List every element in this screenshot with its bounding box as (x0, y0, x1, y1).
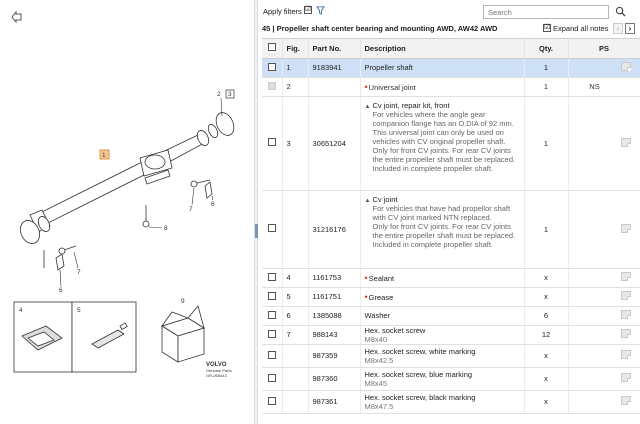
parts-table-body (262, 58, 640, 413)
search-input[interactable] (483, 5, 609, 19)
row-checkbox[interactable] (268, 292, 276, 300)
qty-cell: 6 (524, 306, 568, 325)
table-row[interactable] (262, 268, 640, 287)
ps-cell (568, 306, 640, 325)
description-cell (360, 306, 524, 325)
description-text: Hex. socket screw, white marking (364, 346, 476, 356)
description-cell (360, 77, 524, 96)
description-cell (360, 325, 524, 344)
collapse-note-icon[interactable]: ▲ (364, 197, 371, 204)
group-title: 45 | Propeller shaft center bearing and mounting AWD, AW42 AWD (262, 24, 498, 33)
bullet-icon: • (364, 272, 368, 283)
row-checkbox[interactable] (268, 63, 276, 71)
search-icon[interactable] (615, 6, 626, 17)
ps-cell (568, 190, 640, 268)
qty-cell: x (524, 367, 568, 390)
part-no-cell: 988143 (308, 325, 360, 344)
parts-table (262, 39, 640, 414)
fig-cell: 3 (282, 96, 308, 190)
parts-table-container (262, 38, 640, 424)
ps-cell (568, 96, 640, 190)
row-select-cell[interactable] (262, 287, 282, 306)
callout-8[interactable]: 8 (164, 225, 168, 232)
row-checkbox[interactable] (268, 311, 276, 319)
row-checkbox[interactable] (268, 273, 276, 281)
fig-cell: 6 (282, 306, 308, 325)
diagram-pane (0, 0, 254, 424)
ps-text: NS (589, 82, 600, 91)
description-subtext: M8x45 (364, 378, 388, 388)
apply-filters-label: Apply filters (263, 7, 302, 16)
description-subtext: M8x40 (364, 334, 388, 344)
part-no-cell: 987360 (308, 367, 360, 390)
description-note: For vehicles that have had propellor shaft with CV joint marked NTN replaced. Only for front CV joints. For rear CV joints the entire propeller shaft must be replaced. Included in complete propeller shaft. (372, 203, 516, 249)
description-text: Hex. socket screw, blue marking (364, 369, 473, 379)
table-row[interactable] (262, 367, 640, 390)
qty-cell: 1 (524, 77, 568, 96)
group-title-bar (258, 21, 640, 36)
propeller-shaft-illustration (17, 110, 238, 270)
note-icon[interactable] (621, 272, 631, 281)
callout-3[interactable]: 3 (228, 91, 232, 98)
description-text: Cv joint, repair kit, front (372, 100, 450, 110)
row-select-cell[interactable] (262, 190, 282, 268)
description-text: Hex. socket screw, black marking (364, 392, 476, 402)
description-cell (360, 344, 524, 367)
table-row[interactable] (262, 77, 640, 96)
fig-cell: 7 (282, 325, 308, 344)
row-select-cell[interactable] (262, 58, 282, 77)
description-text: Grease (368, 292, 394, 302)
exploded-diagram (0, 0, 254, 424)
table-row[interactable] (262, 390, 640, 413)
ps-cell (568, 390, 640, 413)
callout-2[interactable]: 2 (217, 91, 221, 98)
table-row[interactable] (262, 344, 640, 367)
note-icon[interactable] (621, 62, 631, 71)
callout-1[interactable]: 1 (102, 152, 106, 159)
note-icon[interactable] (621, 329, 631, 338)
part-no-cell: 1161751 (308, 287, 360, 306)
ps-cell (568, 287, 640, 306)
qty-cell: 1 (524, 58, 568, 77)
table-row[interactable] (262, 306, 640, 325)
description-note: For vehicles where the angle gear companion flange has an O.DIA of 92 mm. This universal joint can only be used on vehicles with CV original propeller shaft. Only for front CV joints. For rear CV joints the entire propeller shaft must be replaced. Included in complete propeller shaft. (372, 109, 516, 173)
description-text: Cv joint (372, 194, 398, 204)
description-text: Propeller shaft (364, 63, 413, 72)
callout-7b[interactable]: 7 (77, 269, 81, 276)
brand-logo: VOLVO (206, 362, 227, 368)
filter-bar (258, 0, 640, 20)
row-checkbox[interactable] (268, 224, 276, 232)
description-text: Universal joint (368, 82, 416, 92)
description-subtext: M8x42.5 (364, 355, 394, 365)
note-icon[interactable] (621, 138, 631, 147)
description-text: Sealant (368, 273, 395, 283)
callout-4[interactable]: 4 (19, 307, 23, 314)
fig-cell: 2 (282, 77, 308, 96)
row-select-cell[interactable] (262, 306, 282, 325)
previous-group-button[interactable]: ‹ (613, 23, 623, 34)
row-checkbox[interactable] (268, 374, 276, 382)
description-cell (360, 268, 524, 287)
part-no-cell: 987359 (308, 344, 360, 367)
description-subtext: M8x47.5 (364, 401, 394, 411)
ps-cell (568, 325, 640, 344)
ps-cell (568, 268, 640, 287)
part-no-cell: 1385088 (308, 306, 360, 325)
note-icon[interactable] (621, 310, 631, 319)
column-fig[interactable]: Fig. (282, 39, 308, 58)
column-description[interactable]: Description (360, 39, 524, 58)
description-cell (360, 287, 524, 306)
part-no-cell: 9183941 (308, 58, 360, 77)
row-select-cell[interactable] (262, 96, 282, 190)
qty-cell: 1 (524, 190, 568, 268)
description-text: Hex. socket screw (364, 325, 426, 335)
row-select-cell[interactable] (262, 77, 282, 96)
qty-cell: 1 (524, 96, 568, 190)
row-checkbox[interactable] (268, 138, 276, 146)
qty-cell: x (524, 344, 568, 367)
note-icon[interactable] (621, 350, 631, 359)
qty-cell: x (524, 390, 568, 413)
row-select-cell[interactable] (262, 367, 282, 390)
fig-cell: 5 (282, 287, 308, 306)
qty-cell: x (524, 268, 568, 287)
note-icon[interactable] (621, 291, 631, 300)
expand-all-notes-label: Expand all notes (553, 24, 609, 33)
row-select-cell[interactable] (262, 268, 282, 287)
table-row[interactable] (262, 325, 640, 344)
row-select-cell[interactable] (262, 344, 282, 367)
row-checkbox[interactable] (268, 351, 276, 359)
ps-cell (568, 58, 640, 77)
description-cell (360, 190, 524, 268)
next-group-button[interactable]: › (625, 23, 635, 34)
part-no-cell: 30651204 (308, 96, 360, 190)
description-text: Washer (364, 311, 391, 320)
callout-5[interactable]: 5 (77, 307, 81, 314)
select-all-checkbox[interactable] (268, 43, 276, 51)
table-header-row (262, 39, 640, 58)
bullet-icon: • (364, 291, 368, 302)
part-no-cell: 31216176 (308, 190, 360, 268)
fig-cell: 1 (282, 58, 308, 77)
part-no-cell (308, 77, 360, 96)
qty-cell: 12 (524, 325, 568, 344)
callout-6b[interactable]: 6 (59, 287, 63, 294)
callout-9[interactable]: 9 (181, 298, 185, 305)
table-row[interactable] (262, 96, 640, 190)
fig-cell (282, 344, 308, 367)
description-cell (360, 367, 524, 390)
fig-cell: 4 (282, 268, 308, 287)
caption-line2: GR-265443 (206, 373, 227, 378)
row-checkbox[interactable] (268, 330, 276, 338)
description-cell (360, 58, 524, 77)
description-cell (360, 390, 524, 413)
select-all-header[interactable] (262, 39, 282, 58)
collapse-note-icon[interactable]: ▲ (364, 103, 371, 110)
description-cell (360, 96, 524, 190)
ps-cell (568, 367, 640, 390)
table-row[interactable] (262, 58, 640, 77)
row-checkbox[interactable] (268, 82, 276, 90)
callout-7a[interactable]: 7 (189, 206, 193, 213)
column-part-no[interactable]: Part No. (308, 39, 360, 58)
note-icon[interactable] (621, 224, 631, 233)
table-row[interactable] (262, 287, 640, 306)
fig-cell (282, 390, 308, 413)
parts-pane (258, 0, 640, 424)
note-icon[interactable] (621, 373, 631, 382)
note-icon[interactable] (621, 396, 631, 405)
expand-all-notes-checkbox[interactable]: ☑ (544, 24, 551, 31)
row-select-cell[interactable] (262, 390, 282, 413)
apply-filters-checkbox[interactable]: ☑ (305, 6, 312, 13)
kit-boxes (14, 302, 204, 372)
fig-cell (282, 190, 308, 268)
part-no-cell: 1161753 (308, 268, 360, 287)
bullet-icon: • (364, 81, 368, 92)
filter-icon[interactable] (316, 6, 325, 15)
part-no-cell: 987361 (308, 390, 360, 413)
column-ps[interactable]: PS (568, 39, 640, 58)
grease-box (72, 302, 136, 372)
table-row[interactable] (262, 190, 640, 268)
ps-cell (568, 77, 640, 96)
row-checkbox[interactable] (268, 397, 276, 405)
callout-6a[interactable]: 6 (211, 201, 215, 208)
row-select-cell[interactable] (262, 325, 282, 344)
fig-cell (282, 367, 308, 390)
qty-cell: x (524, 287, 568, 306)
column-qty[interactable]: Qty. (524, 39, 568, 58)
ps-cell (568, 344, 640, 367)
caption-line1: Genuine Parts (206, 368, 232, 373)
